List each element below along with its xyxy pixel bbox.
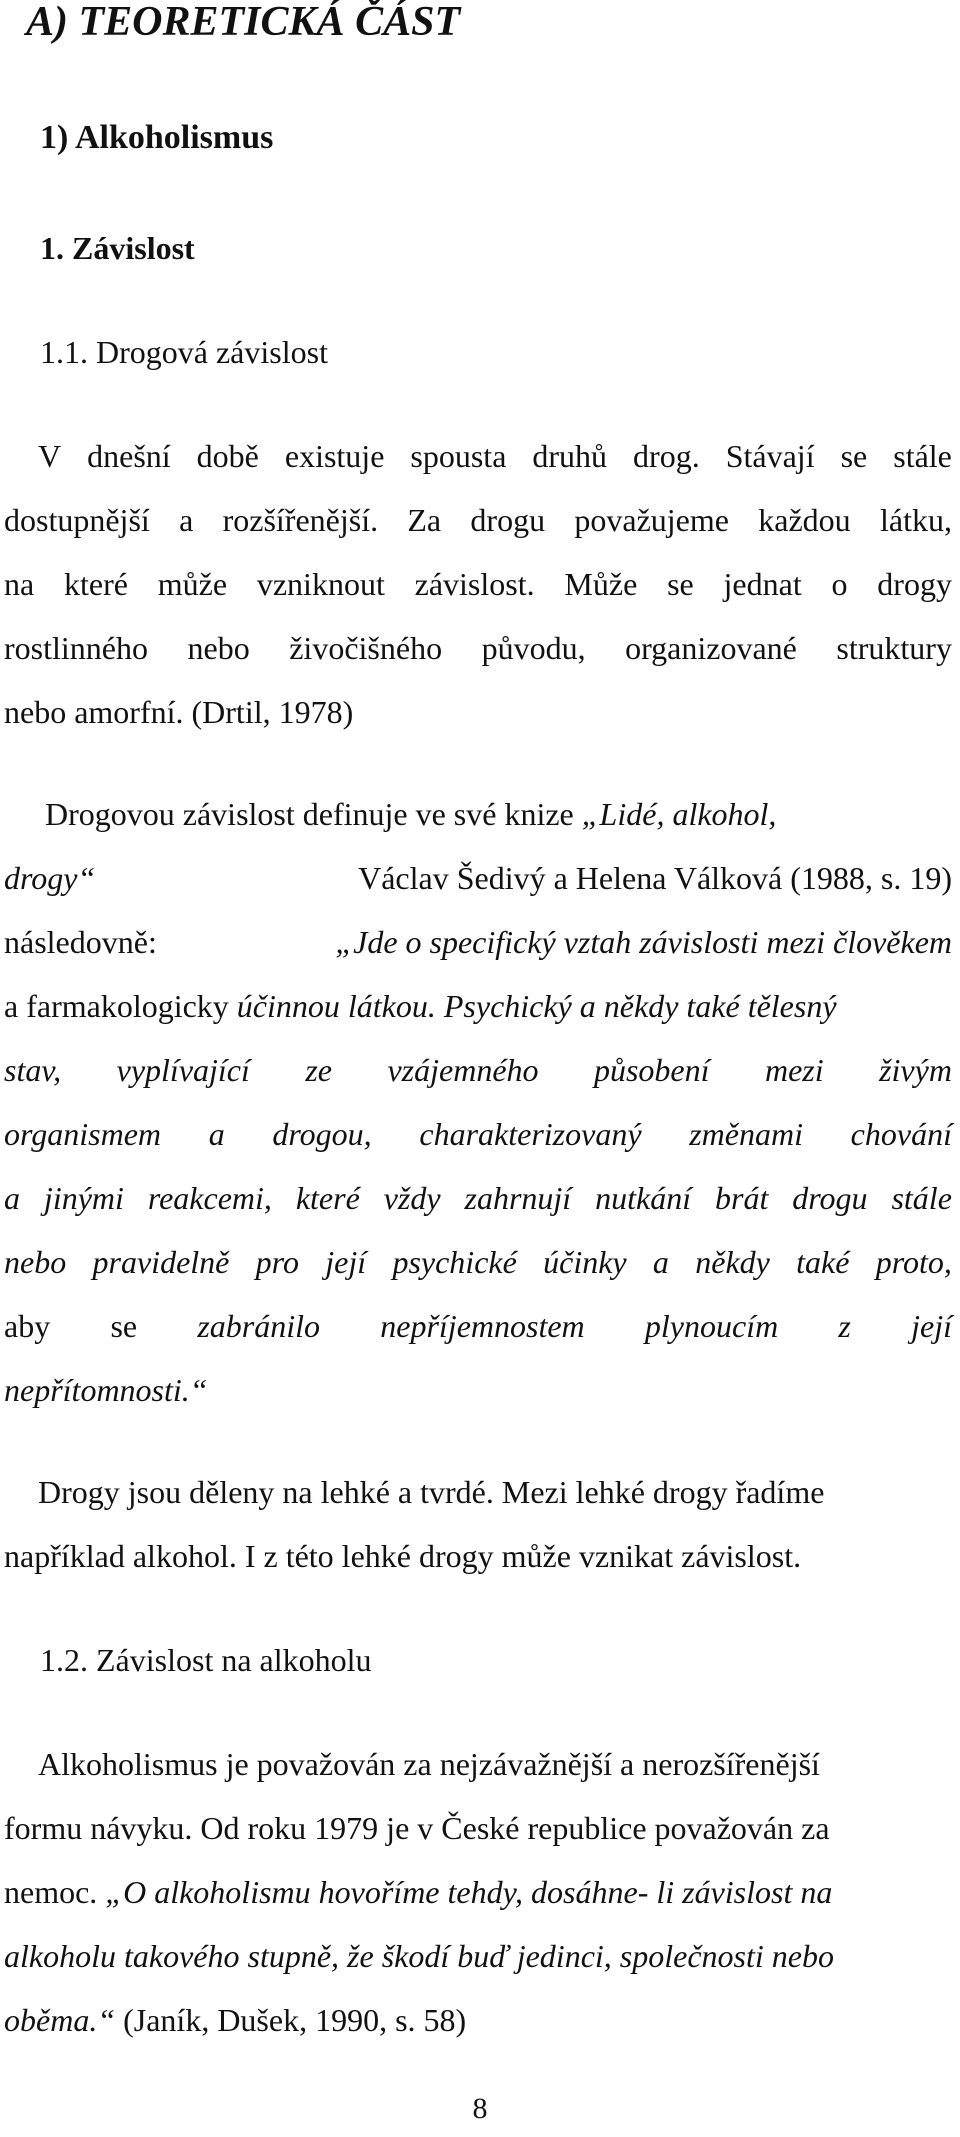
paragraph-1-line-4: rostlinného nebo živočišného původu, organizované struktury xyxy=(4,630,952,666)
subsection-heading-1-1: 1.1. Drogová závislost xyxy=(40,334,328,370)
paragraph-1-line-3: na které může vzniknout závislost. Může se jednat o drogy xyxy=(4,566,952,602)
paragraph-3-line-2: například alkohol. I z této lehké drogy může vznikat závislost. xyxy=(4,1538,802,1574)
paragraph-1-line-5: nebo amorfní. (Drtil, 1978) xyxy=(4,694,354,730)
paragraph-2-line-8: nebo pravidelně pro její psychické účinky a někdy také proto, xyxy=(4,1244,952,1280)
paragraph-2-line-10: nepřítomnosti.“ xyxy=(4,1372,208,1408)
paragraph-1-line-2: dostupnější a rozšířenější. Za drogu považujeme každou látku, xyxy=(4,502,952,538)
section-heading: 1. Závislost xyxy=(40,230,195,266)
paragraph-2-line-5: stav, vyplívající ze vzájemného působení mezi živým xyxy=(4,1052,952,1088)
paragraph-4-line-4: alkoholu takového stupně, že škodí buď jedinci, společnosti nebo xyxy=(4,1938,834,1974)
page-number: 8 xyxy=(472,2092,488,2125)
paragraph-4-line-1: Alkoholismus je považován za nejzávažnější a nerozšířenější xyxy=(38,1746,820,1782)
paragraph-2-line-3: následovně: „Jde o specifický vztah závislosti mezi člověkem xyxy=(4,924,952,960)
paragraph-4-line-5: oběma.“ (Janík, Dušek, 1990, s. 58) xyxy=(4,2002,467,2038)
subsection-heading-1-2: 1.2. Závislost na alkoholu xyxy=(40,1642,372,1678)
paragraph-2-line-2: drogy“ Václav Šedivý a Helena Válková (1988, s. 19) xyxy=(4,860,952,896)
paragraph-2-line-1: Drogovou závislost definuje ve své knize „Lidé, alkohol, xyxy=(45,796,777,832)
paragraph-4-line-3: nemoc. „O alkoholismu hovoříme tehdy, dosáhne- li závislost na xyxy=(4,1874,833,1910)
paragraph-1-line-1: V dnešní době existuje spousta druhů drog. Stávají se stále xyxy=(38,438,952,474)
paragraph-4-line-2: formu návyku. Od roku 1979 je v České republice považován za xyxy=(4,1810,830,1846)
paragraph-3-line-1: Drogy jsou děleny na lehké a tvrdé. Mezi lehké drogy řadíme xyxy=(38,1474,825,1510)
paragraph-2-line-7: a jinými reakcemi, které vždy zahrnují nutkání brát drogu stále xyxy=(4,1180,952,1216)
paragraph-2-line-6: organismem a drogou, charakterizovaný změnami chování xyxy=(4,1116,952,1152)
paragraph-2-line-9: aby se zabránilo nepříjemnostem plynoucím z její xyxy=(4,1308,952,1344)
chapter-heading: 1) Alkoholismus xyxy=(40,119,274,156)
part-heading: A) TEORETICKÁ ČÁST xyxy=(26,0,461,45)
paragraph-2-line-4: a farmakologicky účinnou látkou. Psychický a někdy také tělesný xyxy=(4,988,837,1024)
